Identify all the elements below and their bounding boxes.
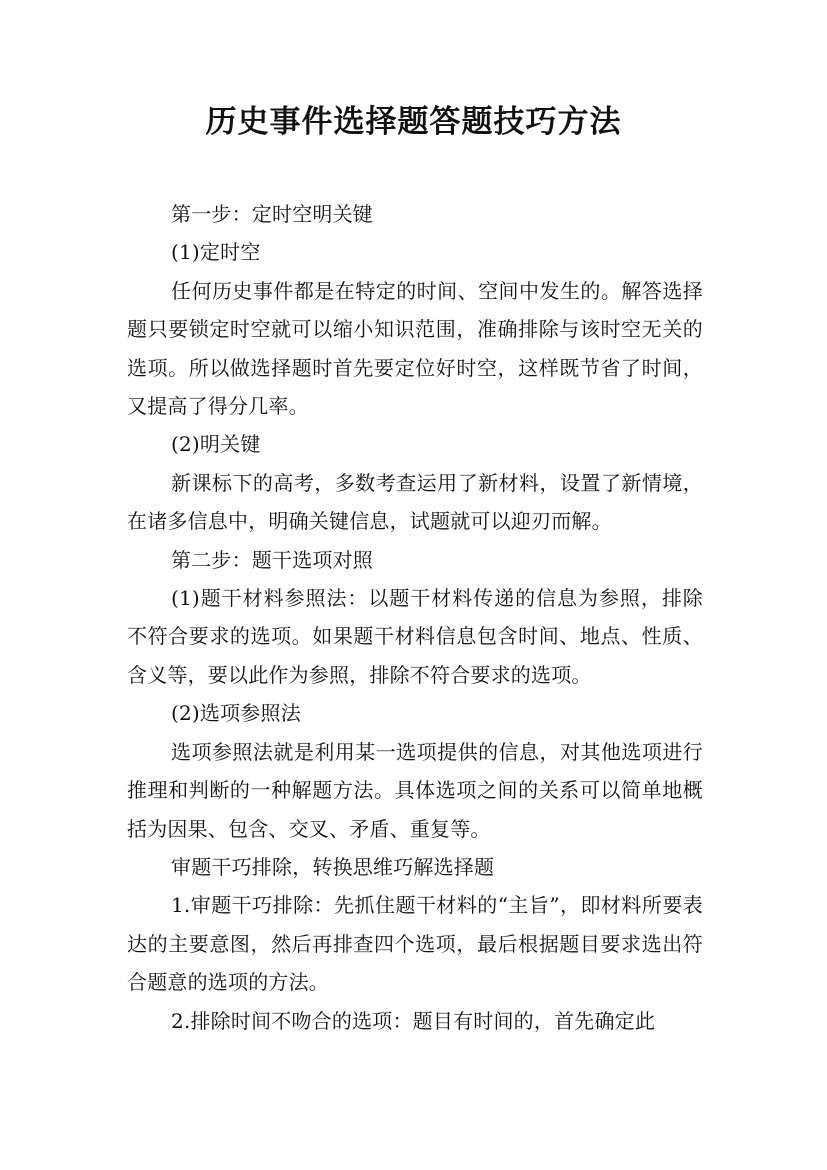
section-heading-elimination: 审题干巧排除，转换思维巧解选择题: [171, 854, 495, 879]
subheading-clarify-key: (2)明关键: [171, 432, 261, 457]
subheading-option-reference: (2)选项参照法: [171, 701, 301, 726]
subheading-locate-time-space: (1)定时空: [171, 240, 261, 265]
paragraph-stem-reference: (1)题干材料参照法：以题干材料传递的信息为参照，排除不符合要求的选项。如果题干材料信息包含时间、地点、性质、含义等，要以此作为参照，排除不符合要求的选项。: [127, 586, 703, 687]
paragraph-elimination-one: 1.审题干巧排除：先抓住题干材料的“主旨”，即材料所要表达的主要意图，然后再排查四个选项，最后根据题目要求选出符合题意的选项的方法。: [127, 893, 703, 995]
paragraph-time-space: 任何历史事件都是在特定的时间、空间中发生的。解答选择题只要锁定时空就可以缩小知识范围，准确排除与该时空无关的选项。所以做选择题时首先要定位好时空，这样既节省了时间，又提高了得分几率。: [127, 278, 703, 419]
paragraph-key-info: 新课标下的高考，多数考查运用了新材料，设置了新情境，在诸多信息中，明确关键信息，试题就可以迎刃而解。: [127, 470, 703, 534]
document-title: 历史事件选择题答题技巧方法: [205, 104, 622, 140]
step-two-heading: 第二步：题干选项对照: [171, 547, 373, 572]
paragraph-elimination-two: 2.排除时间不吻合的选项：题目有时间的，首先确定此: [171, 1008, 656, 1033]
paragraph-option-reference: 选项参照法就是利用某一选项提供的信息，对其他选项进行推理和判断的一种解题方法。具体选项之间的关系可以简单地概括为因果、包含、交叉、矛盾、重复等。: [127, 739, 703, 841]
document-body: [127, 195, 703, 1040]
step-one-heading: 第一步：定时空明关键: [171, 202, 373, 226]
